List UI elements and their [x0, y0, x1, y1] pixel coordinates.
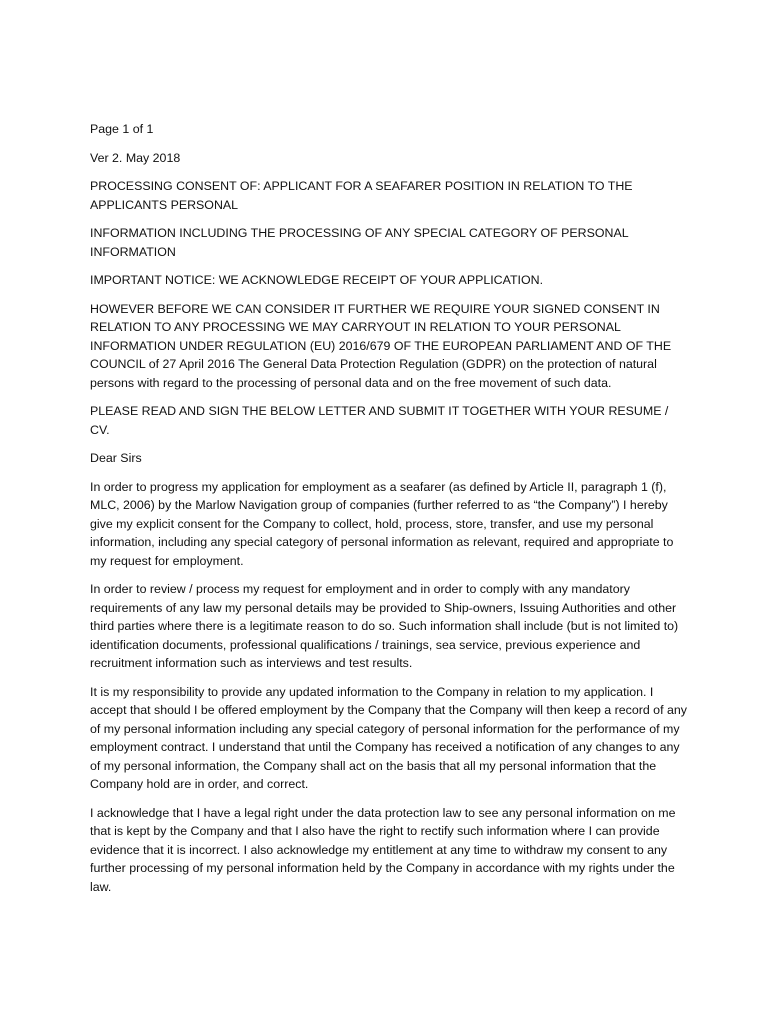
- salutation: Dear Sirs: [90, 451, 142, 465]
- body-paragraph: In order to review / process my request for employment and in order to comply with any mandatory requirements of any law my personal details may be provided to Ship-owners, Issuing Authorities and other third parties where there is a legitimate reason to do so. Such information shall include (but is not limited to) identification documents, professional qualifications / trainings, sea service, previous experience and recruitment information such as interviews and test results.: [90, 582, 679, 670]
- document-body: [90, 120, 690, 906]
- heading-line-2: INFORMATION INCLUDING THE PROCESSING OF ANY SPECIAL CATEGORY OF PERSONAL INFORMATION: [90, 226, 629, 259]
- important-notice: IMPORTANT NOTICE: WE ACKNOWLEDGE RECEIPT OF YOUR APPLICATION.: [90, 273, 544, 287]
- body-paragraph: In order to progress my application for employment as a seafarer (as defined by Article II, paragraph 1 (f), MLC, 2006) by the Marlow Navigation group of companies (further referred to as “the Company”) I hereby give my explicit consent for the Company to collect, hold, process, store, transfer, and use my personal information, including any special category of personal information as relevant, required and appropriate to my request for employment.: [90, 479, 674, 568]
- body-paragraph: I acknowledge that I have a legal right under the data protection law to see any personal information on me that is kept by the Company and that I also have the right to rectify such information where I can provide evidence that it is incorrect. I also acknowledge my entitlement at any time to withdraw my consent to any further processing of my personal information held by the Company in accordance with my rights under the law.: [90, 805, 676, 894]
- consent-requirement: HOWEVER BEFORE WE CAN CONSIDER IT FURTHER WE REQUIRE YOUR SIGNED CONSENT IN RELATION TO ANY PROCESSING WE MAY CARRYOUT IN RELATION TO YOUR PERSONAL INFORMATION UNDER REGULATION (EU) 2016/679 OF THE EUROPEAN PARLIAMENT AND OF THE COUNCIL of 27 April 2016 The General Data Protection Regulation (GDPR) on the protection of natural persons with regard to the processing of personal data and on the free movement of such data.: [90, 301, 672, 390]
- version-line: Ver 2. May 2018: [90, 150, 181, 165]
- body-paragraph: It is my responsibility to provide any updated information to the Company in relation to my application. I accept that should I be offered employment by the Company that the Company will then keep a record of any of my personal information including any special category of personal information for the performance of my employment contract. I understand that until the Company has received a notification of any changes to any of my personal information, the Company shall act on the basis that all my personal information that the Company hold are in order, and correct.: [90, 684, 687, 791]
- heading-line-1: PROCESSING CONSENT OF: APPLICANT FOR A SEAFARER POSITION IN RELATION TO THE APPLICANTS PERSONAL: [90, 179, 633, 212]
- page-label: Page 1 of 1: [90, 122, 154, 136]
- instruction-line: PLEASE READ AND SIGN THE BELOW LETTER AND SUBMIT IT TOGETHER WITH YOUR RESUME / CV.: [90, 404, 669, 437]
